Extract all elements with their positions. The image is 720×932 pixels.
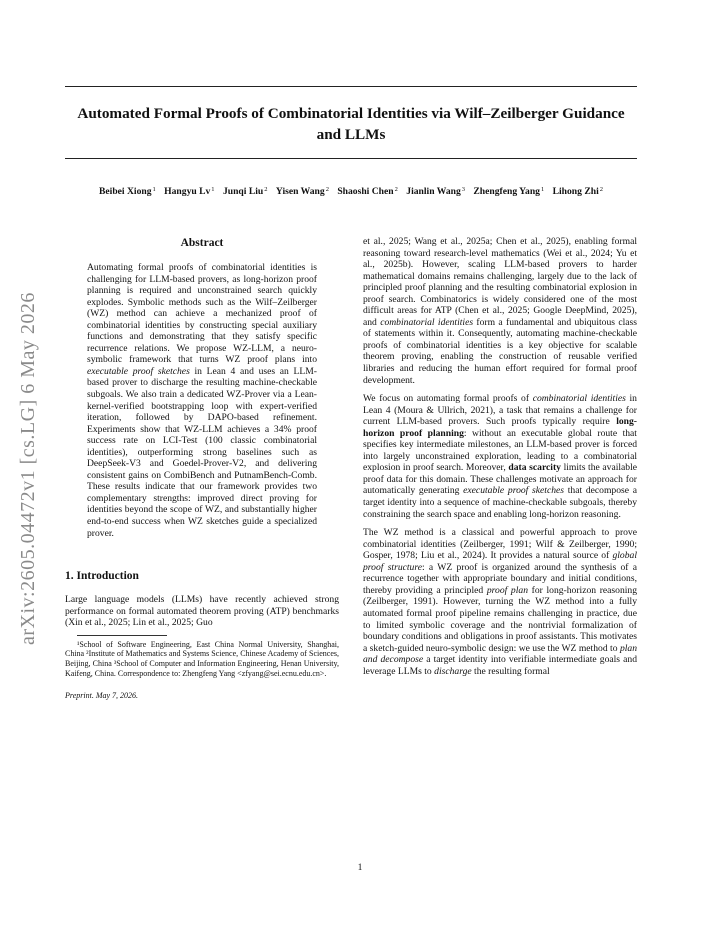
author: Yisen Wang$^2$: [275, 186, 329, 197]
author: Hangyu Lv$^1$: [164, 186, 215, 197]
title-rule-bottom: [65, 158, 637, 159]
preprint-date: Preprint. May 7, 2026.: [65, 691, 139, 701]
abstract-heading: Abstract: [180, 237, 224, 249]
abstract-paragraph: Automating formal proofs of combinatorial identities is challenging for LLM-based provers, as long-horizon proof planning is required and unconstrained search quickly explodes. Symbolic methods such as the Wilf–Zeilberger (WZ) method can achieve a mechanized proof of combinatorial identities by constructing special auxiliary functions and demonstrating that they satisfy specific recurrence relations. We propose WZ-LLM, a neuro-symbolic framework that turns WZ proof plans into executable proof sketches in Lean 4 and uses an LLM-based prover to discharge the resulting machine-checkable subgoals. We also train a dedicated WZ-Prover via a Lean-kernel-verified bootstrapping loop with expert-verified iteration, followed by DAPO-based refinement. Experiments show that WZ-LLM achieves a 34% proof success rate on LCI-Test (100 classic combinatorial identities), outperforming strong baselines such as DeepSeek-V3 and Goedel-Prover-V2, and delivering consistent gains on CombiBench and PutnamBench-Comb. These results indicate that our framework provides two complementary strengths: improved direct proving for identities beyond the scope of WZ, and substantially higher end-to-end success when WZ sketches guide a specialized prover.: [87, 262, 317, 539]
author: Jianlin Wang$^3$: [406, 186, 465, 197]
intro-paragraph: Large language models (LLMs) have recently achieved strong performance on formal automated theorem proving (ATP) benchmarks (Xin et al., 2025; Lin et al., 2025; Guo: [65, 594, 339, 629]
page-number: 1: [357, 862, 363, 873]
abstract-body: [87, 262, 317, 539]
affiliations-footnote: ¹School of Software Engineering, East China Normal University, Shanghai, China ²Institute of Mathematics and Systems Science, Chinese Academy of Sciences, Beijing, China ³School of Computer and Information Engineering, Henan University, Kaifeng, China. Correspondence to: Zhengfeng Yang <zfyang@sei.ecnu.edu.cn>.: [65, 639, 339, 678]
author: Shaoshi Chen$^2$: [337, 186, 398, 197]
footnote-rule: [77, 635, 167, 636]
left-column: [65, 236, 339, 702]
author: Zhengfeng Yang$^1$: [473, 186, 545, 197]
body-paragraph: The WZ method is a classical and powerful approach to prove combinatorial identities (Zeilberger, 1991; Wilf & Zeilberger, 1990; Gosper, 1978; Liu et al., 2024). It provides a natural source of global proof structure: a WZ proof is organized around the synthesis of a recurrence together with appropriate boundary and initial conditions, thereby providing a principled proof plan for long-horizon reasoning (Zeilberger, 1991). However, turning the WZ method into a fully automated formal proof pipeline remains challenging in practice, due to limited symbolic coverage and the nontrivial formalization of boundary conditions and obligations in proof assistants. This motivates a sketch-guided neuro-symbolic design: we use the WZ method to plan and decompose a target identity into verifiable intermediate goals and leverage LLMs to discharge the resulting formal: [363, 527, 637, 677]
author: Lihong Zhi$^2$: [552, 186, 603, 197]
title-rule-top: [65, 86, 637, 87]
author: Beibei Xiong$^1$: [99, 186, 156, 197]
paper-title: Automated Formal Proofs of Combinatorial Identities via Wilf–Zeilberger Guidance and LLMs: [77, 105, 625, 143]
arxiv-identifier-stamp: arXiv:2605.04472v1 [cs.LG] 6 May 2026: [17, 292, 39, 646]
author-list: [65, 183, 637, 199]
author: Junqi Liu$^2$: [222, 186, 268, 197]
introduction-heading: 1. Introduction: [65, 570, 139, 583]
body-paragraph: et al., 2025; Wang et al., 2025a; Chen et al., 2025), enabling formal reasoning toward research-level mathematics (Wei et al., 2024; Yu et al., 2025b). However, scaling LLM-based provers to harder mathematical domains remains challenging, largely due to the lack of principled proof planning and the resulting combinatorial explosion in proof search. Combinatorics is widely considered one of the most difficult areas for ATP (Chen et al., 2025; Google DeepMind, 2025), and combinatorial identities form a fundamental and ubiquitous class of statements within it. Consequently, automating machine-checkable proofs of combinatorial identities is a key objective for scalable theorem proving, enabling the construction of reusable verified libraries and reducing the human effort required for formal proof development.: [363, 236, 637, 386]
body-paragraph: We focus on automating formal proofs of combinatorial identities in Lean 4 (Moura & Ullrich, 2021), a task that remains a challenge for current LLM-based provers. Such proofs typically require long-horizon proof planning: without an executable global route that specifies key intermediate milestones, an LLM-based prover is forced into largely unconstrained exploration, leading to a combinatorial explosion in proof search. Moreover, data scarcity limits the available proof data for this domain. These challenges motivate an approach for automatically generating executable proof sketches that decompose a target identity into a sequence of machine-checkable subgoals, thereby constraining the search space and enabling long-horizon reasoning.: [363, 393, 638, 520]
right-column: [363, 236, 637, 677]
